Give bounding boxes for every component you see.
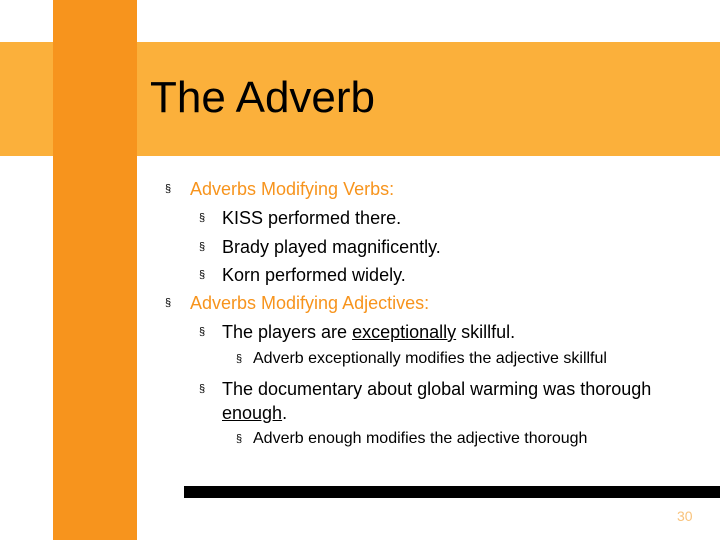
bullet-icon: § xyxy=(199,212,206,224)
list-item-text: skillful. xyxy=(456,322,516,342)
list-item: Adverb enough modifies the adjective thorough xyxy=(253,430,588,447)
bullet-icon: § xyxy=(236,433,243,445)
list-item: Adverb exceptionally modifies the adjective skillful xyxy=(253,350,607,367)
footer-bar xyxy=(184,486,720,498)
slide-title: The Adverb xyxy=(150,73,376,122)
list-item-continuation xyxy=(222,403,287,424)
list-item: Adverbs Modifying Verbs: xyxy=(190,179,395,199)
list-item-text: The players are xyxy=(222,322,353,342)
bullet-icon: § xyxy=(199,269,206,281)
list-item: KISS performed there. xyxy=(222,208,402,228)
list-item xyxy=(222,322,515,343)
list-item-text: . xyxy=(282,403,288,423)
bullet-icon: § xyxy=(165,183,172,195)
bullet-icon: § xyxy=(199,383,206,395)
bullet-icon: § xyxy=(236,353,243,365)
underlined-word: exceptionally xyxy=(352,322,457,342)
bullet-icon: § xyxy=(199,326,206,338)
bullet-icon: § xyxy=(165,297,172,309)
list-item: Adverbs Modifying Adjectives: xyxy=(190,293,430,313)
bullet-icon: § xyxy=(199,241,206,253)
list-item: The documentary about global warming was thorough xyxy=(222,379,652,399)
page-number: 30 xyxy=(677,508,693,524)
list-item: Brady played magnificently. xyxy=(222,237,441,257)
underlined-word: enough xyxy=(222,403,283,423)
list-item: Korn performed widely. xyxy=(222,265,406,285)
